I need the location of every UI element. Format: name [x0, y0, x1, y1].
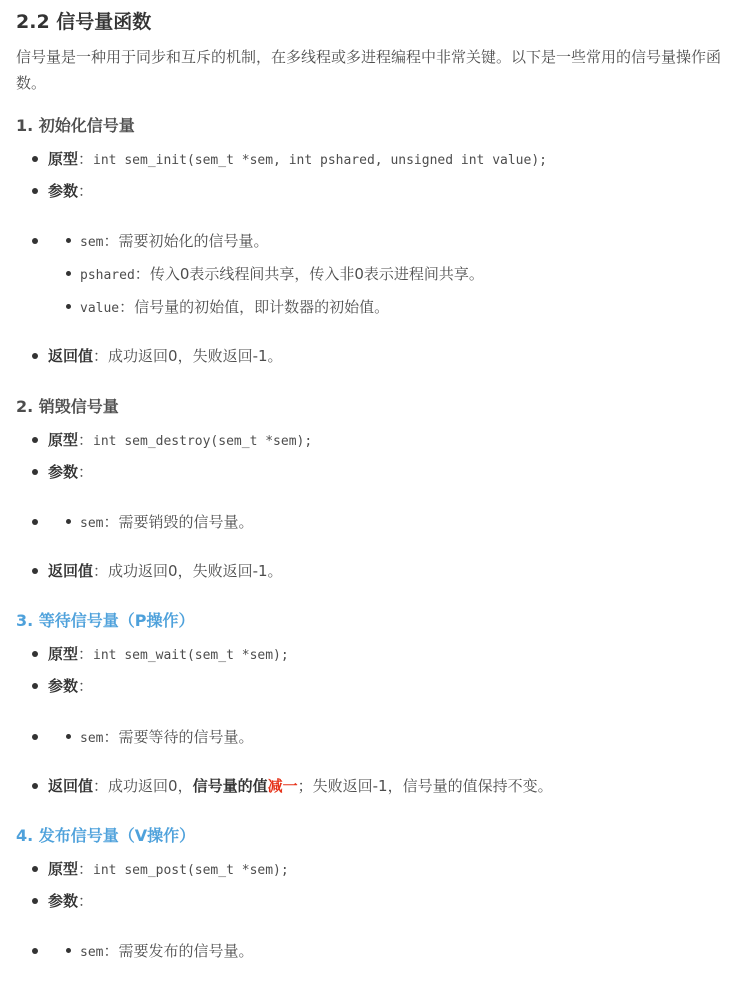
prototype-code: int sem_wait(sem_t *sem); [93, 648, 289, 663]
wait-proto-list [16, 643, 721, 667]
emphasis-text: 信号量的值 [192, 777, 268, 795]
wait-params-list [16, 675, 721, 697]
prototype-item: 原型：int sem_init(sem_t *sem, int pshared, unsigned int value); [16, 148, 721, 172]
init-params-sublist-2 [16, 263, 721, 287]
init-params-sublist [16, 230, 721, 254]
post-params-list [16, 890, 721, 912]
destroy-return-list [16, 560, 721, 582]
destroy-params-list [16, 461, 721, 483]
highlight-text: 减一 [267, 777, 298, 795]
prototype-code: int sem_post(sem_t *sem); [93, 863, 289, 878]
prototype-code: int sem_init(sem_t *sem, int pshared, unsigned int value); [93, 153, 547, 168]
destroy-params-sublist [16, 511, 721, 535]
subsection-title-init: 1. 初始化信号量 [16, 116, 135, 135]
return-item: 返回值：成功返回0，失败返回-1。 [16, 345, 721, 367]
init-params-list [16, 180, 721, 202]
prototype-item: 原型：int sem_destroy(sem_t *sem); [16, 429, 721, 453]
params-item: 参数： [16, 890, 721, 912]
params-item: 参数： [16, 180, 721, 202]
return-item: 返回值：成功返回0，信号量的值减一；失败返回-1，信号量的值保持不变。 [16, 775, 721, 797]
wait-return-list [16, 775, 721, 797]
wait-params-sublist [16, 726, 721, 750]
prototype-item: 原型：int sem_wait(sem_t *sem); [16, 643, 721, 667]
prototype-item: 原型：int sem_post(sem_t *sem); [16, 858, 721, 882]
param-item: sem：需要初始化的信号量。 [16, 230, 721, 254]
param-item: sem：需要销毁的信号量。 [16, 511, 721, 535]
init-list [16, 148, 721, 172]
param-item: value：信号量的初始值，即计数器的初始值。 [16, 296, 721, 320]
destroy-proto-list [16, 429, 721, 453]
prototype-code: int sem_destroy(sem_t *sem); [93, 434, 313, 449]
intro-paragraph: 信号量是一种用于同步和互斥的机制，在多线程或多进程编程中非常关键。以下是一些常用的信号量操作函数。 [16, 48, 722, 92]
param-item: sem：需要发布的信号量。 [16, 940, 721, 964]
section-heading: 2.2 信号量函数 [16, 11, 152, 33]
post-params-sublist [16, 940, 721, 964]
params-item: 参数： [16, 675, 721, 697]
subsection-title-wait: 3. 等待信号量（P操作） [16, 611, 195, 630]
init-params-sublist-3 [16, 296, 721, 320]
subsection-title-post: 4. 发布信号量（V操作） [16, 826, 196, 845]
return-item: 返回值：成功返回0，失败返回-1。 [16, 560, 721, 582]
post-proto-list [16, 858, 721, 882]
subsection-title-destroy: 2. 销毁信号量 [16, 397, 119, 416]
init-return-list [16, 345, 721, 367]
param-item: sem：需要等待的信号量。 [16, 726, 721, 750]
params-item: 参数： [16, 461, 721, 483]
param-item: pshared：传入0表示线程间共享，传入非0表示进程间共享。 [16, 263, 721, 287]
